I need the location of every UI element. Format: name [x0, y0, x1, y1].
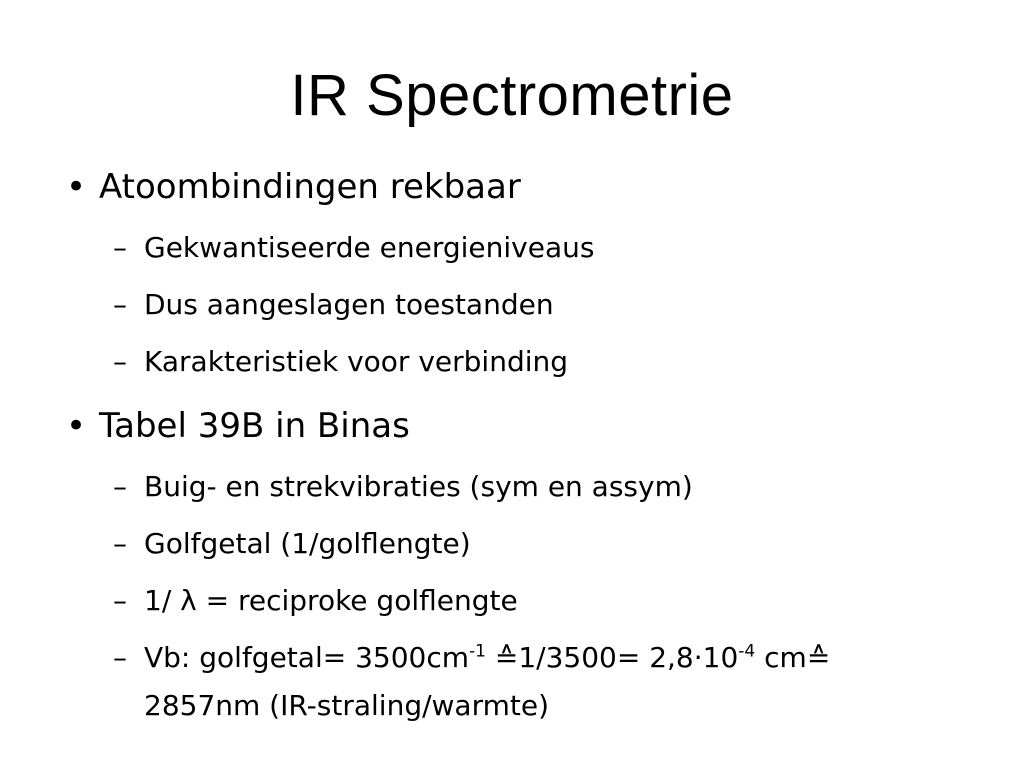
- sub-bullet-item: [113, 343, 568, 381]
- example-part-2: 1/3500= 2,8·10: [518, 641, 739, 674]
- sub-bullet-item: [113, 229, 594, 267]
- exponent-superscript: -4: [738, 641, 756, 662]
- example-continuation: [144, 687, 549, 725]
- bullet-text: Atoombindingen rekbaar: [99, 167, 521, 207]
- sub-bullet-text: Dus aangeslagen toestanden: [144, 288, 554, 321]
- corresponds-symbol: ≙: [806, 641, 831, 674]
- bullet-icon: •: [66, 167, 87, 207]
- sub-bullet-text: Buig- en strekvibraties (sym en assym): [144, 470, 693, 503]
- bullet-icon: •: [66, 406, 87, 446]
- sub-bullet-item-example: [113, 639, 830, 677]
- dash-icon: –: [113, 345, 127, 378]
- sub-bullet-item: [113, 468, 693, 506]
- dash-icon: –: [113, 470, 127, 503]
- dash-icon: –: [113, 527, 127, 560]
- sub-bullet-text: Golfgetal (1/golflengte): [144, 527, 471, 560]
- bullet-text: Tabel 39B in Binas: [99, 406, 410, 446]
- dash-icon: –: [113, 584, 127, 617]
- sub-bullet-item: [113, 286, 554, 324]
- sub-bullet-text: Karakteristiek voor verbinding: [144, 345, 569, 378]
- example-part-3: cm: [755, 641, 807, 674]
- sub-bullet-text: Gekwantiseerde energieniveaus: [144, 231, 595, 264]
- slide-title: IR Spectrometrie: [290, 63, 734, 128]
- sub-bullet-item: [113, 582, 518, 620]
- example-part-1: Vb: golfgetal= 3500cm: [144, 641, 470, 674]
- dash-icon: –: [113, 641, 127, 674]
- dash-icon: –: [113, 288, 127, 321]
- example-line-2: 2857nm (IR-straling/warmte: [144, 689, 539, 722]
- sub-bullet-text: 1/ λ = reciproke golflengte: [144, 584, 518, 617]
- closing-parenthesis: ): [538, 689, 550, 722]
- exponent-superscript: -1: [469, 641, 486, 662]
- dash-icon: –: [113, 231, 127, 264]
- bullet-item: [66, 165, 521, 209]
- corresponds-symbol: ≙: [485, 641, 519, 674]
- bullet-item: [66, 404, 410, 448]
- sub-bullet-item: [113, 525, 471, 563]
